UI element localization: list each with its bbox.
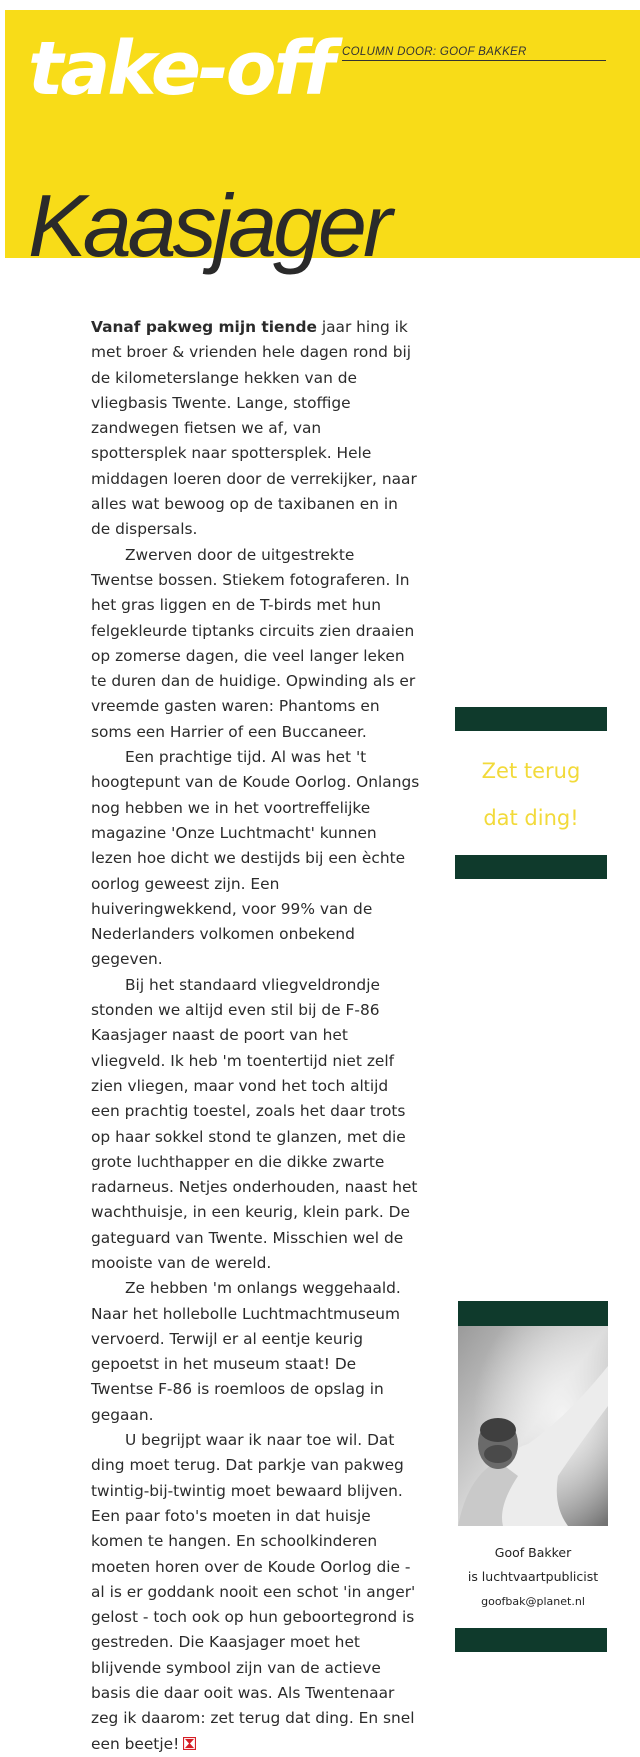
photo-top-bar [458, 1301, 608, 1326]
paragraph-3: Een prachtige tijd. Al was het 't hoogtepunt van de Koude Oorlog. Onlangs nog hebben we in het voortreffelijke magazine 'Onze Luchtmacht' kunnen lezen hoe dicht we destijds bij een èchte oorlog geweest zijn. Een huiveringwekkend, voor 99% van de Nederlanders volkomen onbekend gegeven. [91, 748, 420, 969]
headline: Kaasjager [28, 176, 389, 275]
paragraph-6 [91, 1428, 421, 1757]
pullquote-line-2: dat ding! [483, 806, 579, 830]
author-name: Goof Bakker [494, 1545, 572, 1560]
author-email: goofbak@planet.nl [481, 1595, 585, 1608]
caption-bottom-bar [455, 1628, 607, 1652]
paragraph-1-text: jaar hing ik met broer & vrienden hele dagen rond bij de kilometerslange hekken van de vliegbasis Twente. Lange, stoffige zandwegen fietsen we af, van spottersplek naar spottersplek. Hele middagen loeren door de verrekijker, naar alles wat bewoog op de taxibanen en in de dispersals. [91, 318, 417, 539]
pullquote-bottom-bar [455, 855, 607, 879]
byline: COLUMN DOOR: GOOF BAKKER [342, 46, 606, 61]
pullquote-line-1: Zet terug [481, 759, 581, 783]
lead-text: Vanaf pakweg mijn tiende [91, 318, 317, 336]
article-body [91, 315, 421, 1757]
paragraph-4: Bij het standaard vliegveldrondje stonden we altijd even stil bij de F-86 Kaasjager naast de poort van het vliegveld. Ik heb 'm toentertijd niet zelf zien vliegen, maar vond het toch altijd een prachtig toestel, zoals het daar trots op haar sokkel stond te glanzen, met die grote luchthapper en die dikke zwarte radarneus. Netjes onderhouden, naast het wachthuisje, in een keurig, klein park. De gateguard van Twente. Misschien wel de mooiste van de wereld. [91, 975, 418, 1272]
pullquote-top-bar [455, 707, 607, 731]
paragraph-2: Zwerven door de uitgestrekte Twentse bossen. Stiekem fotograferen. In het gras liggen en de T-birds met hun felgekleurde tiptanks circuits zien draaien op zomerse dagen, die veel langer leken te duren dan de huidige. Opwinding als er vreemde gasten waren: Phantoms en soms een Harrier of een Buccaneer. [91, 545, 416, 741]
pullquote [455, 748, 607, 842]
paragraph-1 [91, 315, 421, 543]
section-title: take-off [28, 26, 333, 112]
author-photo [458, 1326, 608, 1526]
author-role: is luchtvaartpublicist [467, 1569, 599, 1584]
end-mark-icon [183, 1737, 196, 1750]
paragraph-5: Ze hebben 'm onlangs weggehaald. Naar het hollebolle Luchtmachtmuseum vervoerd. Terwijl er al eentje keurig gepoetst in het museum staat! De Twentse F-86 is roemloos de opslag in gegaan. [91, 1279, 401, 1424]
author-photo-image [458, 1326, 608, 1526]
paragraph-6-text: U begrijpt waar ik naar toe wil. Dat ding moet terug. Dat parkje van pakweg twintig-bij-twintig moet bewaard blijven. Een paar foto's moeten in dat huisje komen te hangen. En schoolkinderen moeten horen over de Koude Oorlog die - al is er goddank nooit een schot 'in anger' gelost - toch ook op hun geboortegrond is gestreden. Die Kaasjager moet het blijvende symbool zijn van de actieve basis die daar ooit was. Als Twentenaar zeg ik daarom: zet terug dat ding. En snel een beetje! [91, 1431, 416, 1753]
